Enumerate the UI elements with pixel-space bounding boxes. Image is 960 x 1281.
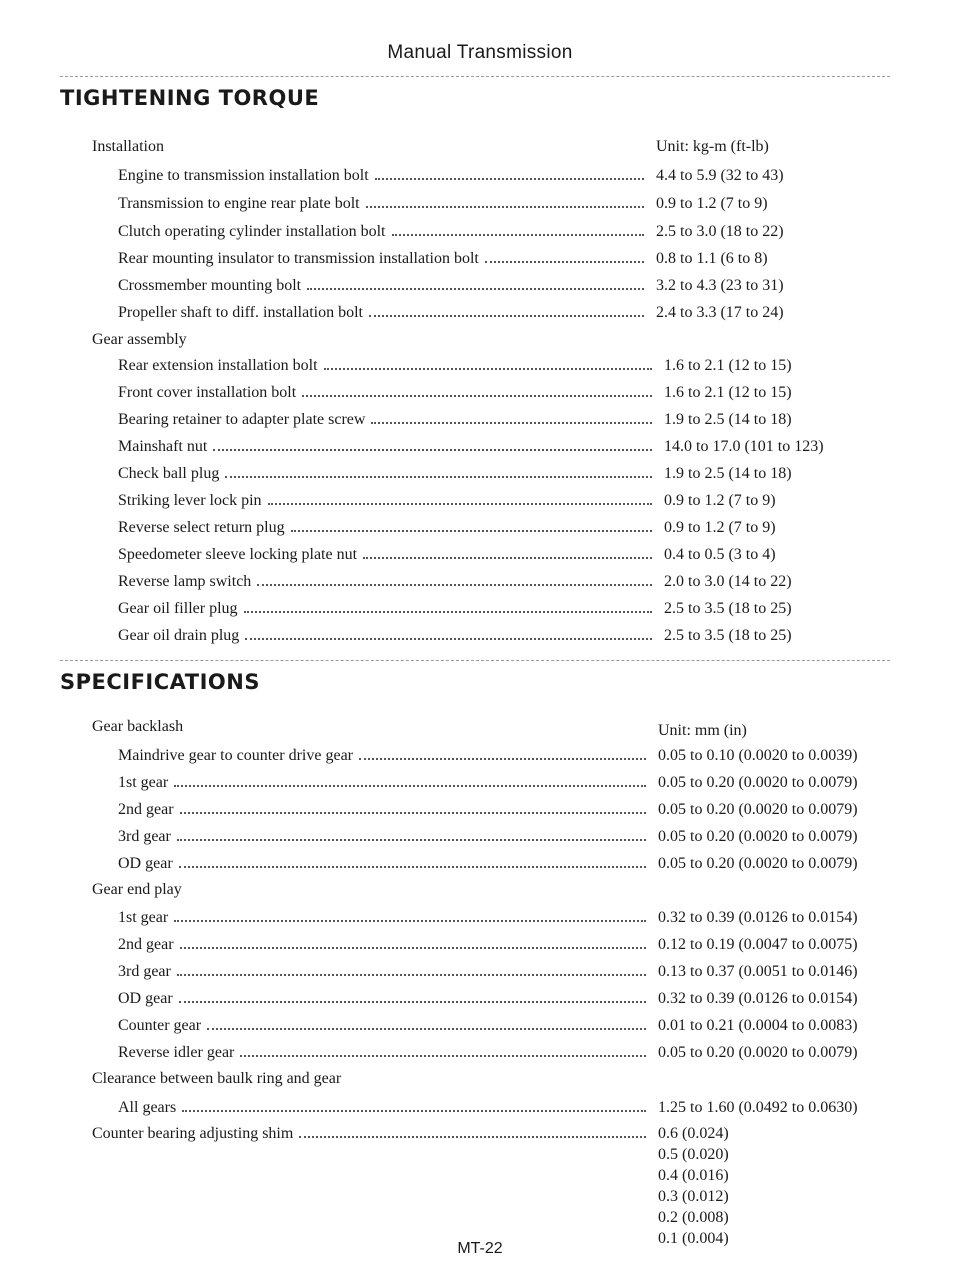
dot-leader	[291, 526, 652, 532]
dot-leader	[244, 607, 652, 613]
list-item	[118, 855, 652, 879]
dot-leader	[324, 364, 652, 370]
item-value: 0.01 to 0.21 (0.0004 to 0.0083)	[658, 1017, 858, 1034]
dot-leader	[299, 1132, 646, 1138]
item-value: 1.9 to 2.5 (14 to 18)	[664, 411, 792, 428]
dot-leader	[240, 1051, 646, 1057]
item-value: 2.4 to 3.3 (17 to 24)	[656, 304, 784, 321]
item-label: Mainshaft nut	[118, 438, 208, 455]
dot-leader	[375, 174, 644, 180]
list-item	[118, 438, 658, 462]
item-label: Rear extension installation bolt	[118, 357, 318, 374]
clearance-label: Clearance between baulk ring and gear	[92, 1070, 342, 1087]
dot-leader	[177, 970, 646, 976]
item-value: 0.8 to 1.1 (6 to 8)	[656, 250, 768, 267]
item-label: Clutch operating cylinder installation bolt	[118, 223, 386, 240]
list-item	[118, 747, 652, 771]
item-label: Engine to transmission installation bolt	[118, 167, 369, 184]
item-value: 1.9 to 2.5 (14 to 18)	[664, 465, 792, 482]
list-item	[118, 195, 650, 219]
torque-unit-label: Unit: kg-m (ft-lb)	[656, 138, 769, 155]
list-item	[118, 936, 652, 960]
gear-assembly-label: Gear assembly	[92, 331, 187, 348]
item-value: 2.5 to 3.0 (18 to 22)	[656, 223, 784, 240]
item-value: 1.6 to 2.1 (12 to 15)	[664, 384, 792, 401]
item-label: 3rd gear	[118, 828, 171, 845]
item-label: Crossmember mounting bolt	[118, 277, 302, 294]
shim-value: 0.6 (0.024)	[658, 1125, 729, 1142]
shim-value: 0.1 (0.004)	[658, 1230, 729, 1247]
item-value: 2.0 to 3.0 (14 to 22)	[664, 573, 792, 590]
item-label: Reverse idler gear	[118, 1044, 235, 1061]
gear-end-play-label: Gear end play	[92, 881, 182, 898]
dot-leader	[174, 916, 646, 922]
list-item	[118, 411, 658, 435]
item-label: Maindrive gear to counter drive gear	[118, 747, 354, 764]
dot-leader	[213, 445, 652, 451]
item-label: Counter gear	[118, 1017, 202, 1034]
item-value: 0.13 to 0.37 (0.0051 to 0.0146)	[658, 963, 858, 980]
item-value: 1.25 to 1.60 (0.0492 to 0.0630)	[658, 1099, 858, 1116]
dot-leader	[369, 311, 644, 317]
dot-leader	[225, 472, 652, 478]
list-item	[118, 801, 652, 825]
list-item	[118, 1099, 652, 1123]
item-value: 0.05 to 0.20 (0.0020 to 0.0079)	[658, 855, 858, 872]
dot-leader	[180, 808, 646, 814]
section-rule	[60, 660, 890, 661]
dot-leader	[371, 418, 652, 424]
item-label: 1st gear	[118, 774, 169, 791]
list-item	[118, 167, 650, 191]
item-label: Reverse lamp switch	[118, 573, 252, 590]
shim-value: 0.4 (0.016)	[658, 1167, 729, 1184]
dot-leader	[366, 202, 644, 208]
torque-title: TIGHTENING TORQUE	[60, 86, 320, 110]
item-label: 3rd gear	[118, 963, 171, 980]
item-value: 0.4 to 0.5 (3 to 4)	[664, 546, 776, 563]
list-item	[118, 519, 658, 543]
list-item	[118, 909, 652, 933]
specifications-title: SPECIFICATIONS	[60, 670, 260, 694]
item-label: All gears	[118, 1099, 177, 1116]
item-label: 1st gear	[118, 909, 169, 926]
dot-leader	[179, 997, 646, 1003]
item-value: 0.05 to 0.10 (0.0020 to 0.0039)	[658, 747, 858, 764]
list-item	[118, 304, 650, 328]
dot-leader	[268, 499, 652, 505]
dot-leader	[207, 1024, 646, 1030]
specs-unit-label: Unit: mm (in)	[658, 722, 747, 739]
installation-label: Installation	[92, 138, 164, 155]
item-value: 14.0 to 17.0 (101 to 123)	[664, 438, 824, 455]
list-item	[118, 1017, 652, 1041]
item-label: OD gear	[118, 990, 173, 1007]
gear-backlash-label: Gear backlash	[92, 718, 184, 735]
dot-leader	[257, 580, 652, 586]
item-label: Check ball plug	[118, 465, 220, 482]
list-item	[118, 990, 652, 1014]
item-value: 4.4 to 5.9 (32 to 43)	[656, 167, 784, 184]
item-label: Transmission to engine rear plate bolt	[118, 195, 360, 212]
item-value: 0.9 to 1.2 (7 to 9)	[656, 195, 768, 212]
dot-leader	[179, 862, 646, 868]
item-value: 0.9 to 1.2 (7 to 9)	[664, 519, 776, 536]
item-value: 1.6 to 2.1 (12 to 15)	[664, 357, 792, 374]
shim-value: 0.5 (0.020)	[658, 1146, 729, 1163]
item-value: 0.12 to 0.19 (0.0047 to 0.0075)	[658, 936, 858, 953]
item-label: 2nd gear	[118, 801, 174, 818]
list-item	[118, 384, 658, 408]
item-label: Front cover installation bolt	[118, 384, 297, 401]
list-item	[118, 250, 650, 274]
item-value: 0.05 to 0.20 (0.0020 to 0.0079)	[658, 828, 858, 845]
list-item	[118, 573, 658, 597]
list-item	[118, 492, 658, 516]
dot-leader	[392, 230, 645, 236]
list-item	[118, 774, 652, 798]
dot-leader	[363, 553, 652, 559]
list-item	[118, 1044, 652, 1068]
item-value: 0.9 to 1.2 (7 to 9)	[664, 492, 776, 509]
item-label: Striking lever lock pin	[118, 492, 262, 509]
item-label: Gear oil filler plug	[118, 600, 238, 617]
list-item	[118, 223, 650, 247]
dot-leader	[359, 754, 646, 760]
item-value: 0.05 to 0.20 (0.0020 to 0.0079)	[658, 801, 858, 818]
dot-leader	[177, 835, 646, 841]
list-item	[118, 357, 658, 381]
item-label: Rear mounting insulator to transmission installation bolt	[118, 250, 479, 267]
list-item	[118, 627, 658, 651]
dot-leader	[174, 781, 646, 787]
item-label: Reverse select return plug	[118, 519, 285, 536]
list-item	[118, 546, 658, 570]
dot-leader	[307, 284, 644, 290]
list-item	[118, 600, 658, 624]
dot-leader	[182, 1106, 646, 1112]
list-item	[118, 963, 652, 987]
item-label: 2nd gear	[118, 936, 174, 953]
list-item	[118, 465, 658, 489]
item-value: 2.5 to 3.5 (18 to 25)	[664, 600, 792, 617]
item-label: Gear oil drain plug	[118, 627, 240, 644]
item-label: Bearing retainer to adapter plate screw	[118, 411, 366, 428]
shim-value: 0.2 (0.008)	[658, 1209, 729, 1226]
item-label: Counter bearing adjusting shim	[92, 1125, 294, 1142]
list-item	[118, 277, 650, 301]
item-value: 3.2 to 4.3 (23 to 31)	[656, 277, 784, 294]
shim-value: 0.3 (0.012)	[658, 1188, 729, 1205]
item-label: OD gear	[118, 855, 173, 872]
item-value: 0.05 to 0.20 (0.0020 to 0.0079)	[658, 774, 858, 791]
page-header: Manual Transmission	[387, 42, 573, 63]
item-value: 0.05 to 0.20 (0.0020 to 0.0079)	[658, 1044, 858, 1061]
list-item	[92, 1125, 652, 1149]
list-item	[118, 828, 652, 852]
dot-leader	[302, 391, 652, 397]
header-rule	[60, 76, 890, 77]
item-label: Propeller shaft to diff. installation bolt	[118, 304, 363, 321]
dot-leader	[485, 257, 644, 263]
item-value: 2.5 to 3.5 (18 to 25)	[664, 627, 792, 644]
dot-leader	[245, 634, 652, 640]
dot-leader	[180, 943, 646, 949]
item-value: 0.32 to 0.39 (0.0126 to 0.0154)	[658, 990, 858, 1007]
item-value: 0.32 to 0.39 (0.0126 to 0.0154)	[658, 909, 858, 926]
page-number: MT-22	[457, 1240, 503, 1257]
item-label: Speedometer sleeve locking plate nut	[118, 546, 358, 563]
